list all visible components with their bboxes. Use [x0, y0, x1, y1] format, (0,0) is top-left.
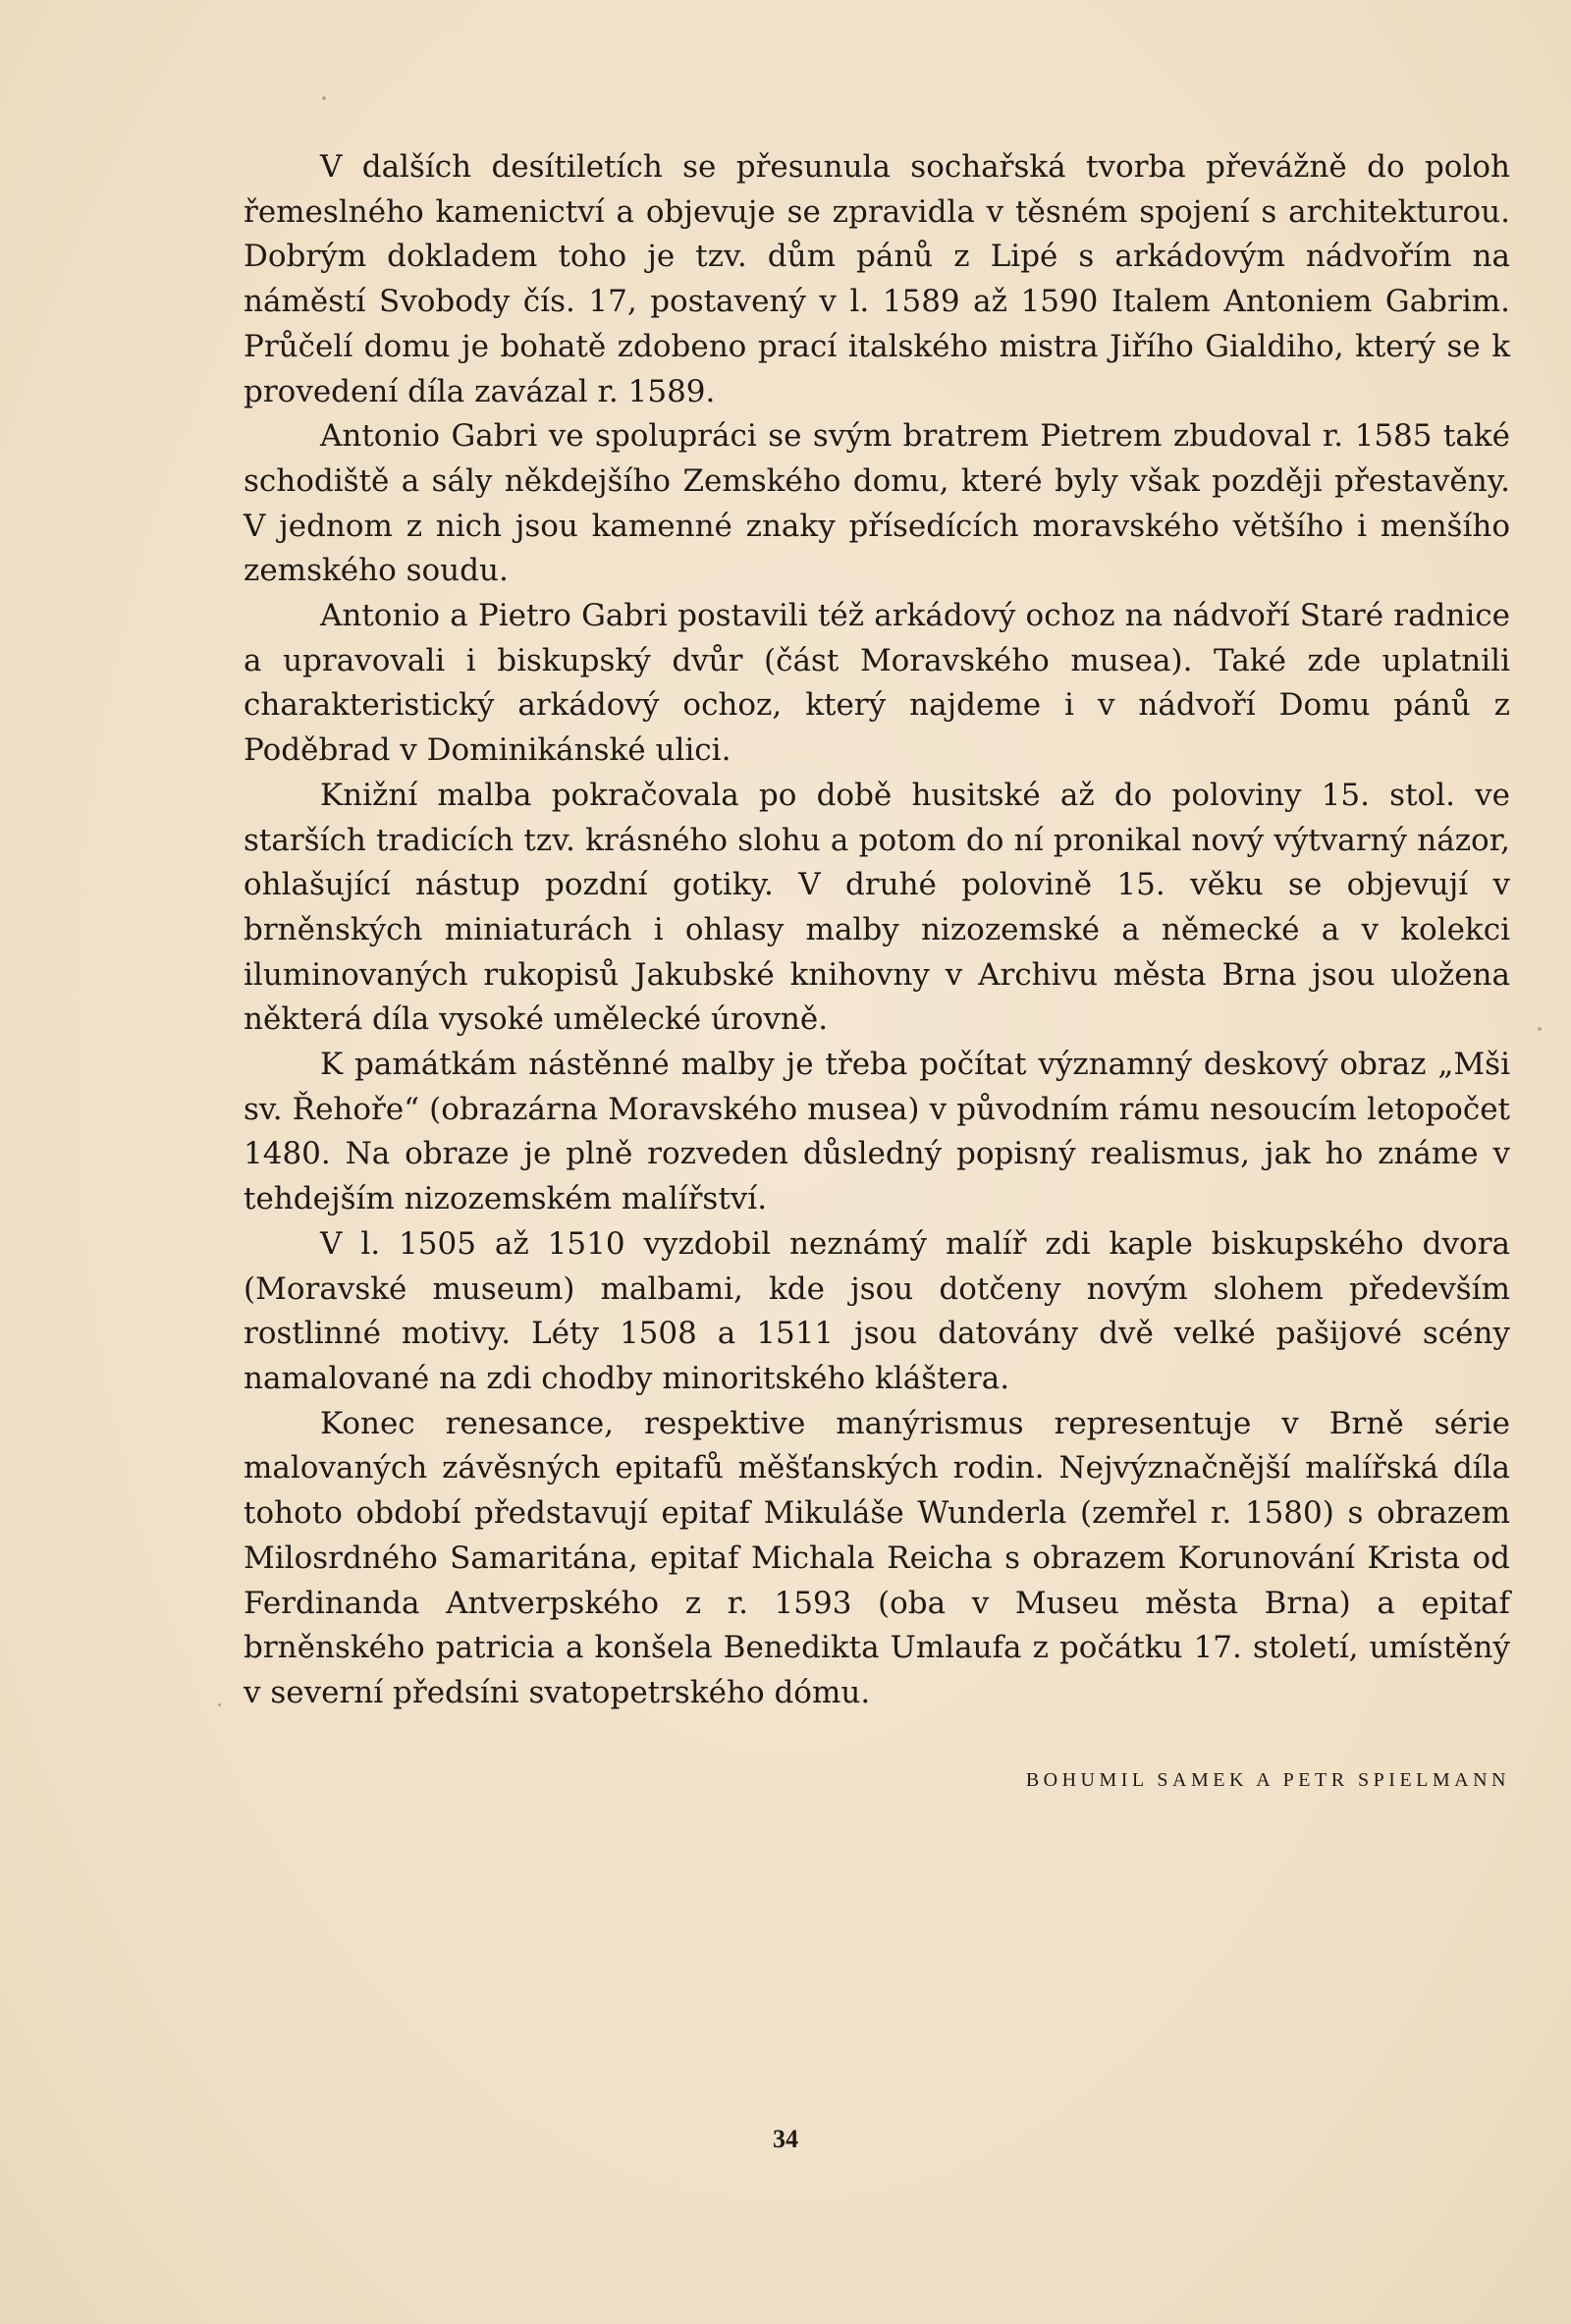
paper-speck — [218, 1703, 221, 1706]
paper-speck — [322, 96, 326, 100]
paragraph: V dalších desítiletích se přesunula sochařská tvorba převážně do poloh řemeslného kamenictví a objevuje se zpravidla v těsném spojení s architekturou. Dobrým dokladem toho je tzv. dům pánů z Lipé s arkádovým nádvořím na náměstí Svobody čís. 17, postavený v l. 1589 až 1590 Italem Antoniem Gabrim. Průčelí domu je bohatě zdobeno prací italského mistra Jiřího Gialdiho, který se k provedení díla zavázal r. 1589. — [244, 149, 1510, 409]
paper-speck — [1538, 1027, 1542, 1031]
paragraph: Konec renesance, respektive manýrismus representuje v Brně série malovaných závěsných epitafů měšťanských rodin. Nejvýznačnější malířská díla tohoto období představují epitaf Mikuláše Wunderla (zemřel r. 1580) s obrazem Milosrdného Samaritána, epitaf Michala Reicha s obrazem Korunování Krista od Ferdinanda Antverpského z r. 1593 (oba v Museu města Brna) a epitaf brněnského patricia a konšela Benedikta Umlaufa z počátku 17. století, umístěný v severní předsíni svatopetrského dómu. — [244, 1405, 1510, 1710]
body-text — [244, 145, 1510, 1716]
paragraph: Antonio Gabri ve spolupráci se svým bratrem Pietrem zbudoval r. 1585 také schodiště a sály někdejšího Zemského domu, které byly však později přestavěny. V jednom z nich jsou kamenné znaky přísedících moravského většího i menšího zemského soudu. — [244, 418, 1510, 589]
page-number: 34 — [773, 2125, 798, 2153]
author-signature: BOHUMIL SAMEK A PETR SPIELMANN — [1025, 1769, 1510, 1791]
paragraph: V l. 1505 až 1510 vyzdobil neznámý malíř zdi kaple biskupského dvora (Moravské museum) malbami, kde jsou dotčeny novým slohem především rostlinné motivy. Léty 1508 a 1511 jsou datovány dvě velké pašijové scény namalované na zdi chodby minoritského kláštera. — [244, 1225, 1510, 1396]
paragraph: K památkám nástěnné malby je třeba počítat významný deskový obraz „Mši sv. Řehoře“ (obrazárna Moravského musea) v původním rámu nesoucím letopočet 1480. Na obraze je plně rozveden důsledný popisný realismus, jak ho známe v tehdejším nizozemském malířství. — [244, 1047, 1510, 1217]
paragraph: Antonio a Pietro Gabri postavili též arkádový ochoz na nádvoří Staré radnice a upravovali i biskupský dvůr (část Moravského musea). Také zde uplatnili charakteristický arkádový ochoz, který najdeme i v nádvoří Domu pánů z Poděbrad v Dominikánské ulici. — [244, 598, 1510, 769]
paragraph: Knižní malba pokračovala po době husitské až do poloviny 15. stol. ve starších tradicích tzv. krásného slohu a potom do ní pronikal nový výtvarný názor, ohlašující nástup pozdní gotiky. V druhé polovině 15. věku se objevují v brněnských miniaturách i ohlasy malby nizozemské a německé a v kolekci iluminovaných rukopisů Jakubské knihovny v Archivu města Brna jsou uložena některá díla vysoké umělecké úrovně. — [244, 777, 1510, 1038]
